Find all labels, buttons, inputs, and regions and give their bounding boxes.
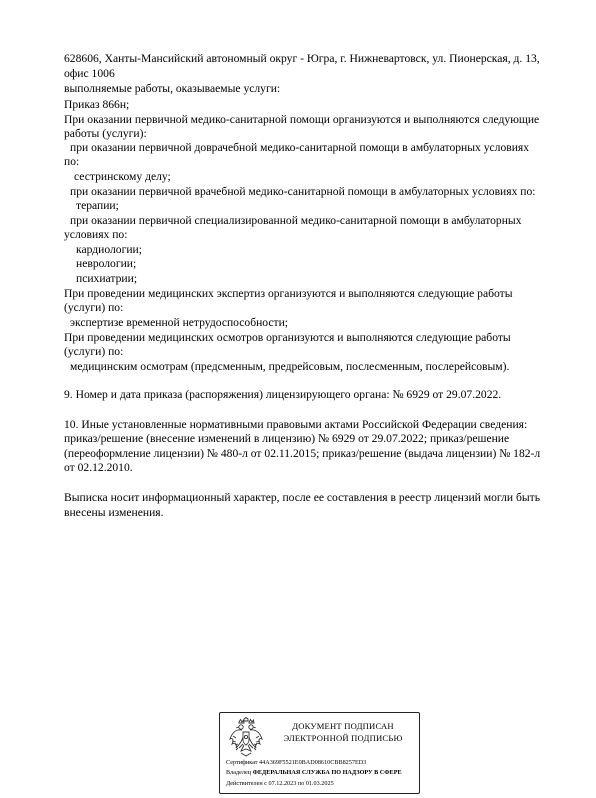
text-line: психиатрии;: [76, 272, 138, 285]
electronic-signature-stamp: [219, 712, 420, 794]
text-line: При оказании первичной медико-санитарной помощи организуются и выполняются следующие: [64, 113, 540, 126]
text-line: терапии;: [76, 199, 119, 212]
text-line: (переоформление лицензии) № 480-л от 02.11.2015; приказ/решение (выдача лицензии) № 182-л: [64, 447, 541, 460]
text-line: 10. Иные установленные нормативными правовыми актами Российской Федерации сведения:: [64, 418, 528, 431]
text-line: Приказ 866н;: [64, 98, 130, 111]
owner-label: Владелец: [226, 769, 252, 776]
stamp-owner: [226, 769, 402, 777]
text-line: при оказании первичной врачебной медико-санитарной помощи в амбулаторных условиях по:: [70, 185, 536, 198]
text-line: (услуги) по:: [64, 345, 124, 358]
text-line: При проведении медицинских экспертиз организуются и выполняются следующие работы: [64, 287, 513, 300]
stamp-certificate: [226, 759, 366, 767]
certificate-label: Сертификат: [226, 759, 258, 766]
text-line: неврологии;: [76, 257, 137, 270]
text-line: Выписка носит информационный характер, после ее составления в реестр лицензий могли быть: [64, 491, 540, 504]
text-line: (услуги) по:: [64, 301, 124, 314]
text-line: работы (услуги):: [64, 127, 147, 140]
text-line: условиях по:: [64, 228, 128, 241]
owner-value: ФЕДЕРАЛЬНАЯ СЛУЖБА ПО НАДЗОРУ В СФЕРЕ: [252, 769, 402, 776]
text-line: кардиологии;: [76, 243, 142, 256]
text-line: При проведении медицинских осмотров организуются и выполняются следующие работы: [64, 331, 511, 344]
stamp-title-line1: ДОКУМЕНТ ПОДПИСАН: [292, 721, 394, 731]
text-line: при оказании первичной доврачебной медико-санитарной помощи в амбулаторных условиях: [70, 141, 530, 154]
text-line: приказ/решение (внесение изменений в лицензию) № 6929 от 29.07.2022; приказ/решение: [64, 432, 510, 445]
stamp-validity: Действителен с 07.12.2023 по 01.03.2025: [226, 780, 334, 787]
text-line: медицинским осмотрам (предсменным, предрейсовым, послесменным, послерейсовым).: [70, 360, 510, 373]
text-line: внесены изменения.: [64, 506, 164, 519]
text-line: экспертизе временной нетрудоспособности;: [70, 316, 289, 329]
text-line: выполняемые работы, оказываемые услуги:: [64, 82, 281, 95]
text-line: сестринскому делу;: [74, 170, 171, 183]
text-line: по:: [64, 155, 80, 168]
text-line: при оказании первичной специализированной медико-санитарной помощи в амбулаторных: [70, 214, 522, 227]
text-line: офис 1006: [64, 67, 115, 80]
certificate-value: 44A369F5521E0BAD08610CBB8257ED3: [259, 759, 367, 766]
text-line: 628606, Ханты-Мансийский автономный округ - Югра, г. Нижневартовск, ул. Пионерская, д. 13,: [64, 52, 540, 65]
text-line: 9. Номер и дата приказа (распоряжения) лицензирующего органа: № 6929 от 29.07.2022.: [64, 388, 502, 401]
text-line: от 02.12.2010.: [64, 461, 133, 474]
russian-eagle-emblem-icon: [228, 717, 264, 759]
stamp-title-line2: ЭЛЕКТРОННОЙ ПОДПИСЬЮ: [283, 733, 403, 743]
